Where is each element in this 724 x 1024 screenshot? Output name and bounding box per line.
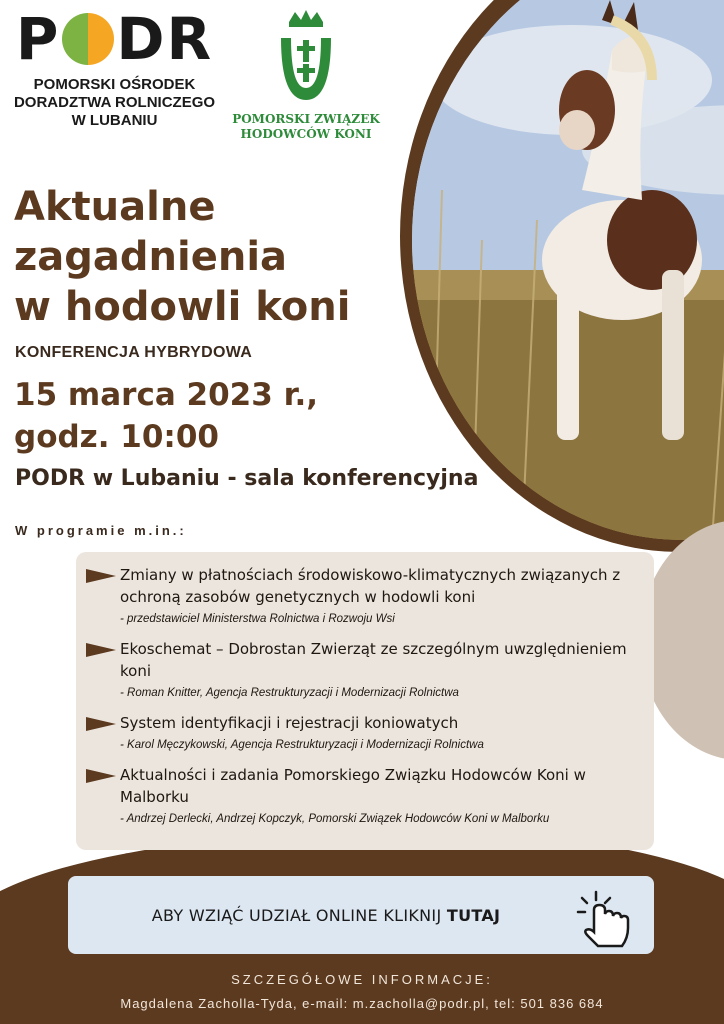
- program-item-title: System identyfikacji i rejestracji koniowatych: [120, 714, 459, 732]
- contact-info: Magdalena Zacholla-Tyda, e-mail: m.zacholla@podr.pl, tel: 501 836 684: [120, 996, 604, 1011]
- cta-text: ABY WZIĄĆ UDZIAŁ ONLINE KLIKNIJ: [151, 905, 447, 925]
- program-item-speaker: - przedstawiciel Ministerstwa Rolnictwa i Rozwoju Wsi: [120, 613, 395, 625]
- arrow-bullet-icon: [86, 717, 120, 731]
- horse-photo: [412, 0, 724, 540]
- podr-logo: [12, 6, 217, 130]
- program-item-title: Ekoschemat – Dobrostan Zwierząt ze szczególnym uwzględnieniem koni: [120, 640, 627, 680]
- online-join-button[interactable]: [68, 876, 654, 954]
- program-box: [76, 552, 654, 850]
- event-title: [14, 182, 350, 332]
- podr-wordmark: P DR: [15, 5, 214, 73]
- horse-illustration: [412, 0, 724, 540]
- arrow-bullet-icon: [86, 769, 120, 783]
- title-line: zagadnienia: [14, 234, 288, 280]
- pzhk-logo: [232, 8, 380, 142]
- cta-label: [152, 906, 501, 925]
- podr-subtitle: [12, 76, 217, 130]
- podr-subtitle-line: DORADZTWA ROLNICZEGO: [13, 94, 216, 111]
- pzhk-name-line: POMORSKI ZWIĄZEK: [232, 112, 380, 126]
- conference-type: KONFERENCJA HYBRYDOWA: [15, 344, 253, 361]
- time-line: godz. 10:00: [14, 419, 219, 455]
- pointing-hand-click-icon: [576, 888, 636, 950]
- podr-o-emblem: [62, 13, 114, 65]
- arrow-bullet-icon: [86, 569, 120, 583]
- title-line: w hodowli koni: [14, 284, 351, 330]
- event-place: PODR w Lubaniu - sala konferencyjna: [15, 466, 479, 491]
- program-item-title: Aktualności i zadania Pomorskiego Związku Hodowców Koni w Malborku: [120, 766, 586, 806]
- cta-link-word[interactable]: TUTAJ: [446, 905, 501, 925]
- program-item-speaker: - Karol Męczykowski, Agencja Restrukturyzacji i Modernizacji Rolnictwa: [120, 739, 484, 751]
- event-date: [14, 374, 318, 458]
- date-line: 15 marca 2023 r.,: [14, 377, 319, 413]
- title-line: Aktualne: [14, 184, 216, 230]
- program-item: [86, 564, 644, 628]
- pzhk-name: [232, 112, 380, 142]
- program-item: [86, 712, 644, 754]
- info-heading: SZCZEGÓŁOWE INFORMACJE:: [231, 972, 493, 987]
- program-intro: W programie m.in.:: [15, 523, 187, 538]
- podr-subtitle-line: W LUBANIU: [71, 112, 158, 129]
- pzhk-name-line: HODOWCÓW KONI: [240, 127, 372, 141]
- horseshoe-crown-icon: [271, 8, 341, 104]
- arrow-bullet-icon: [86, 643, 120, 657]
- program-item: [86, 764, 644, 828]
- podr-subtitle-line: POMORSKI OŚRODEK: [33, 76, 196, 93]
- program-item: [86, 638, 644, 702]
- program-item-title: Zmiany w płatnościach środowiskowo-klimatycznych związanych z ochroną zasobów genetycznych w hodowli koni: [120, 566, 621, 606]
- program-item-speaker: - Andrzej Derlecki, Andrzej Kopczyk, Pomorski Związek Hodowców Koni w Malborku: [120, 813, 550, 825]
- program-item-speaker: - Roman Knitter, Agencja Restrukturyzacji i Modernizacji Rolnictwa: [120, 687, 459, 699]
